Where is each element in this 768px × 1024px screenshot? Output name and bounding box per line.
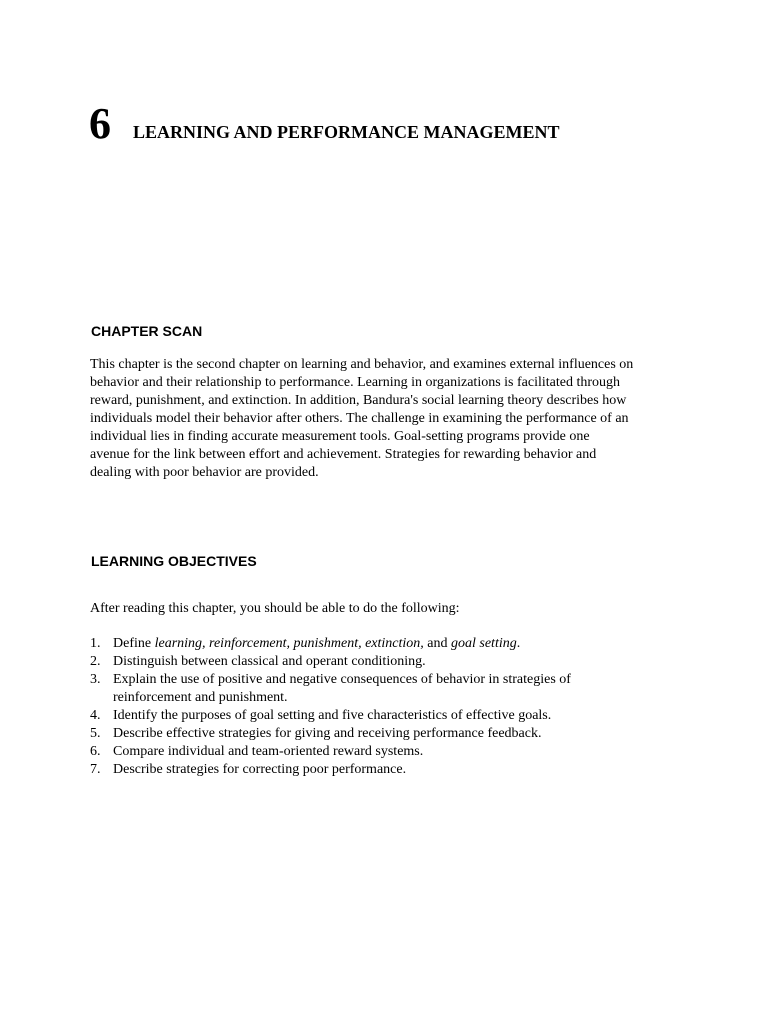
objective-item: [90, 725, 710, 743]
objective-item: [90, 761, 710, 779]
learning-objectives-heading: LEARNING OBJECTIVES: [91, 553, 257, 569]
chapter-number: 6: [89, 99, 111, 148]
paragraph-line: individual lies in finding accurate measurement tools. Goal-setting programs provide one: [90, 429, 590, 444]
paragraph-line: individuals model their behavior after others. The challenge in examining the performance of an: [90, 411, 629, 426]
learning-objectives-list: [90, 635, 710, 779]
objective-text: Compare individual and team-oriented reward systems.: [113, 744, 424, 759]
objective-number: 7.: [90, 762, 101, 777]
objective-item: [90, 671, 710, 707]
objective-number: 1.: [90, 636, 101, 651]
paragraph-line: dealing with poor behavior are provided.: [90, 465, 319, 480]
objective-text: Explain the use of positive and negative consequences of behavior in strategies of: [113, 672, 571, 687]
chapter-title: LEARNING AND PERFORMANCE MANAGEMENT: [133, 122, 560, 142]
paragraph-line: reward, punishment, and extinction. In addition, Bandura's social learning theory describes how: [90, 393, 627, 408]
objective-item: [90, 635, 710, 653]
objective-number: 4.: [90, 708, 101, 723]
paragraph-line: behavior and their relationship to performance. Learning in organizations is facilitated through: [90, 375, 621, 390]
objective-text: Identify the purposes of goal setting and five characteristics of effective goals.: [113, 708, 552, 723]
objective-number: 5.: [90, 726, 101, 741]
paragraph-line: avenue for the link between effort and achievement. Strategies for rewarding behavior and: [90, 447, 597, 462]
objective-text-prefix: Define: [113, 636, 155, 651]
objective-text: [113, 635, 710, 653]
objective-number: 6.: [90, 744, 101, 759]
objective-item: [90, 743, 710, 761]
objective-text: Describe strategies for correcting poor performance.: [113, 762, 407, 777]
objective-text: Describe effective strategies for giving and receiving performance feedback.: [113, 726, 542, 741]
objective-item: [90, 707, 710, 725]
objective-item: [90, 653, 710, 671]
objective-number: 3.: [90, 672, 101, 687]
chapter-header: [89, 96, 560, 152]
objective-text-suffix: .: [516, 636, 521, 651]
objective-text-connector: and: [423, 636, 451, 651]
objective-emphasis-terms: learning, reinforcement, punishment, extinction,: [154, 636, 424, 651]
objective-text-continued: reinforcement and punishment.: [113, 690, 288, 705]
learning-objectives-intro: After reading this chapter, you should be able to do the following:: [90, 601, 460, 616]
objective-number: 2.: [90, 654, 101, 669]
chapter-scan-paragraph: [90, 356, 690, 482]
chapter-scan-heading: CHAPTER SCAN: [91, 323, 203, 339]
paragraph-line: This chapter is the second chapter on learning and behavior, and examines external influences on: [90, 357, 634, 372]
objective-text: Distinguish between classical and operant conditioning.: [113, 654, 426, 669]
objective-emphasis-term: goal setting: [451, 636, 517, 651]
